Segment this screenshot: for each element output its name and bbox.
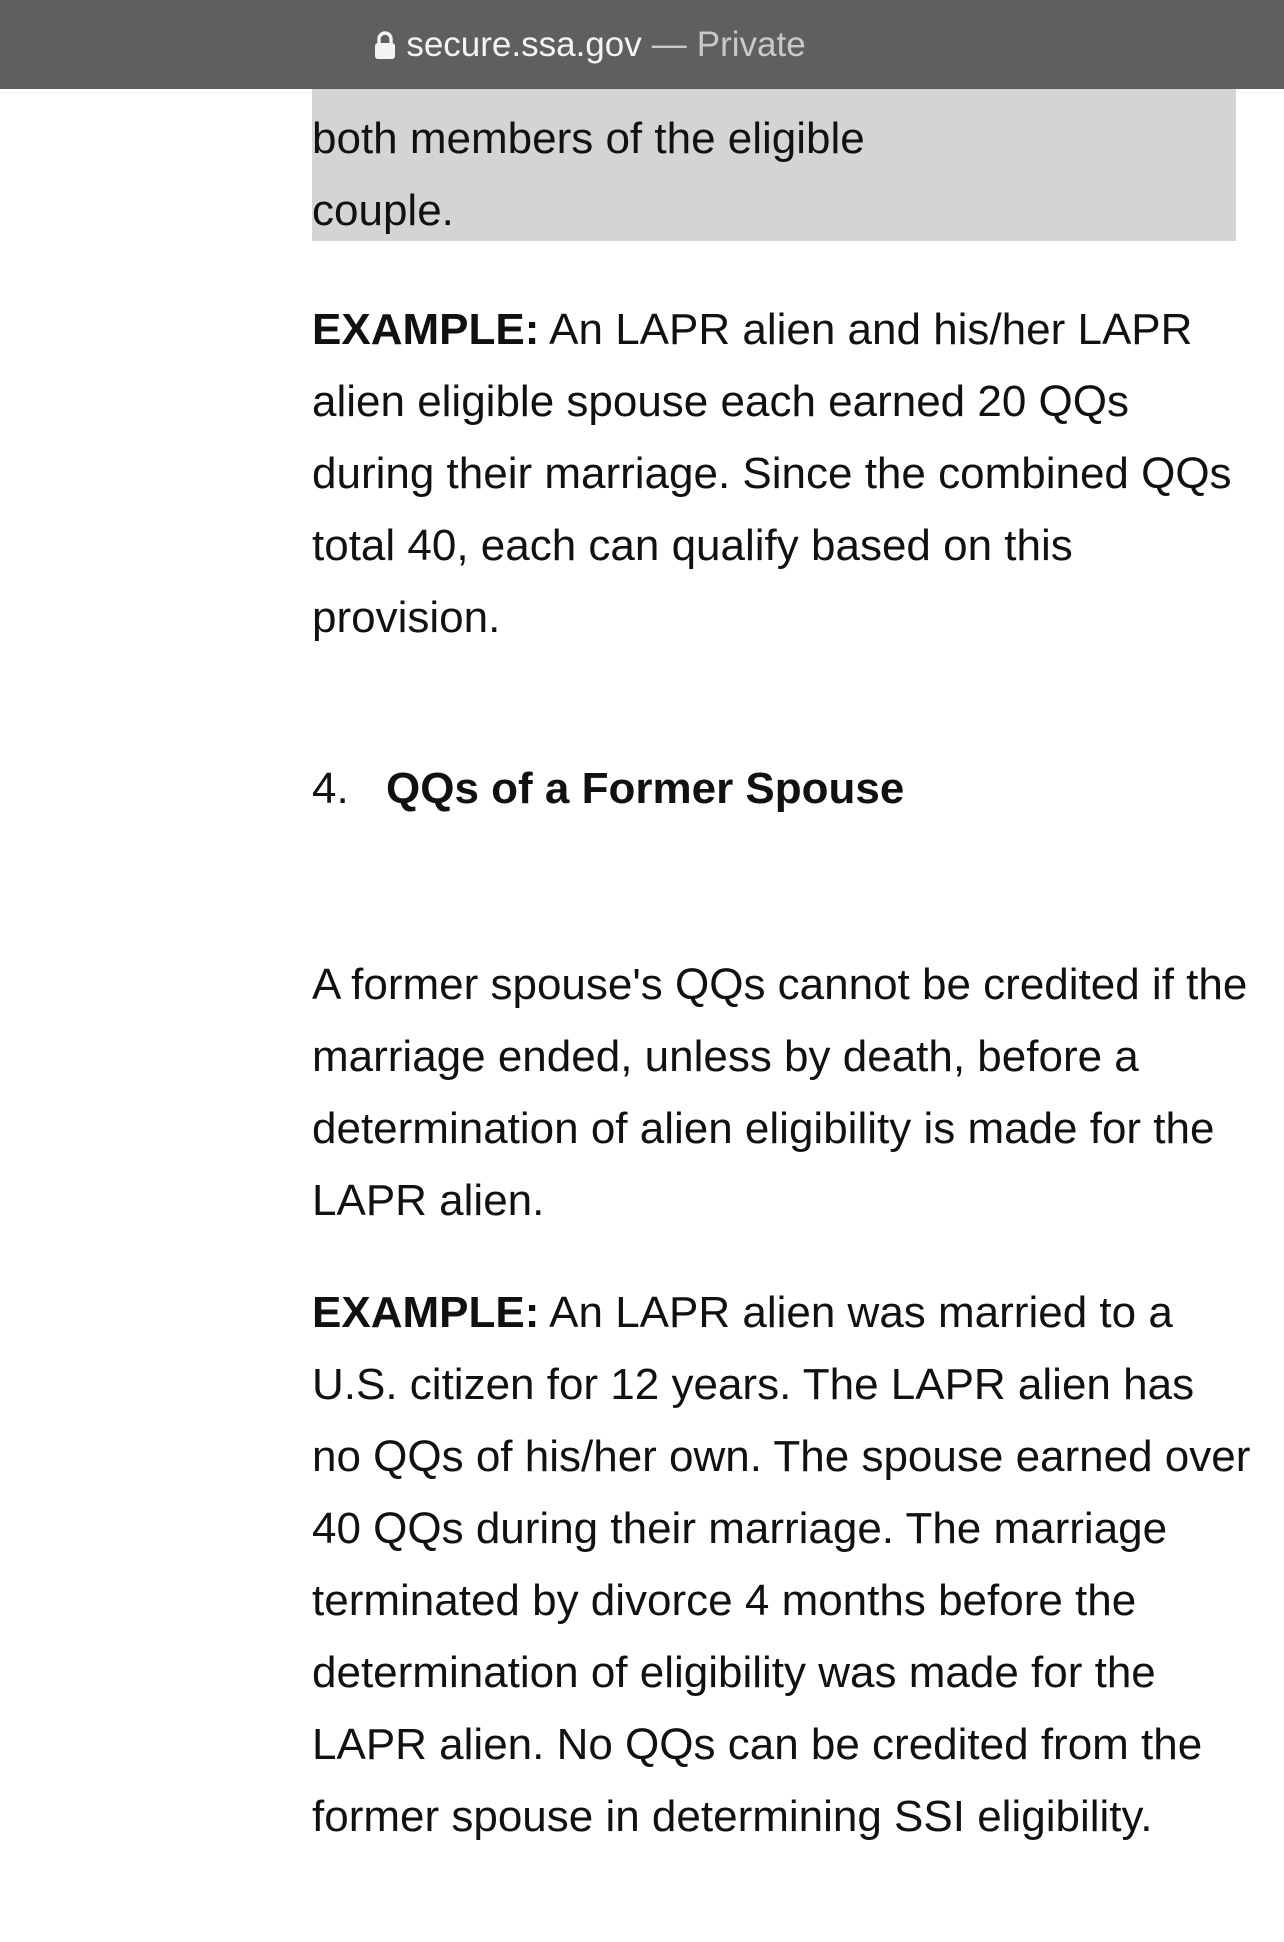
highlighted-text-box [312,89,1236,241]
section-heading [312,753,904,825]
example-label: EXAMPLE: [312,1288,540,1337]
browser-address-bar[interactable] [0,0,1284,89]
url-separator: — [651,24,687,64]
section-number: 4. [312,764,349,813]
example-text: An LAPR alien was married to a U.S. citizen for 12 years. The LAPR alien has no QQs of his/her own. The spouse earned over 40 QQs during their marriage. The marriage terminated by divorce 4 months before the determination of eligibility was made for the LAPR alien. No QQs can be credited from the former spouse in determining SSI eligibility. [312,1288,1251,1841]
url-host: secure.ssa.gov [406,24,642,64]
example-paragraph-2 [312,1277,1252,1853]
example-paragraph-1 [312,294,1252,654]
top-fragment-text: both members of the eligible couple. [312,114,865,235]
section-title: QQs of a Former Spouse [386,764,905,813]
private-mode-label: Private [696,24,806,64]
article-content [312,89,1251,1841]
example-text: An LAPR alien and his/her LAPR alien eligible spouse each earned 20 QQs during their marriage. Since the combined QQs total 40, each can qualify based on this provision. [312,305,1232,642]
url-display[interactable] [374,25,805,65]
example-label: EXAMPLE: [312,305,540,354]
former-spouse-paragraph: A former spouse's QQs cannot be credited if the marriage ended, unless by death, before a determination of alien eligibility is made for the LAPR alien. [312,960,1248,1225]
lock-icon [374,30,396,60]
